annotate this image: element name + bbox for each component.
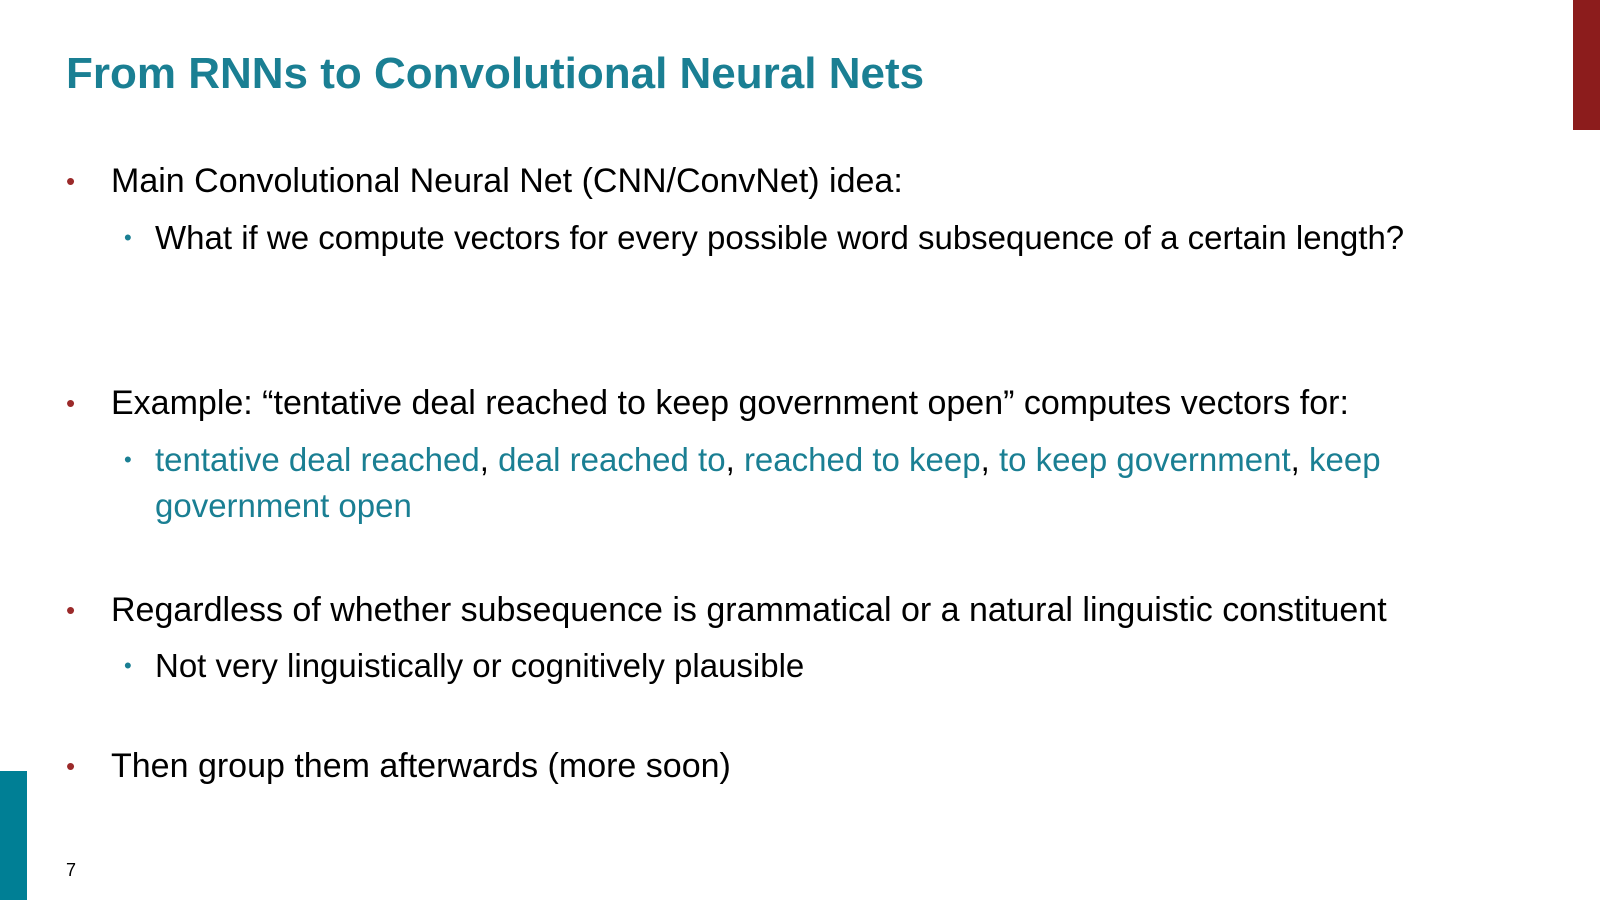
bullet-3-text: Regardless of whether subsequence is grammatical or a natural linguistic constituent bbox=[111, 591, 1387, 629]
sub-bullet-dot-icon: • bbox=[124, 225, 132, 250]
ngram-phrase: to keep government bbox=[998, 441, 1291, 478]
separator: , bbox=[980, 441, 999, 478]
bullet-1-text: Main Convolutional Neural Net (CNN/ConvNet) idea: bbox=[111, 162, 903, 200]
sub-bullet-3-text: Not very linguistically or cognitively plausible bbox=[155, 647, 805, 684]
separator: , bbox=[725, 441, 744, 478]
ngram-phrase: keep government open bbox=[155, 441, 1381, 524]
slide-title: From RNNs to Convolutional Neural Nets bbox=[66, 49, 925, 98]
bullet-dot-icon: • bbox=[66, 751, 76, 781]
separator: , bbox=[1290, 441, 1309, 478]
sub-bullet-dot-icon: • bbox=[124, 653, 132, 678]
separator: , bbox=[479, 441, 499, 478]
bullet-4-text: Then group them afterwards (more soon) bbox=[111, 747, 731, 785]
bullet-dot-icon: • bbox=[66, 166, 76, 196]
ngram-phrase: reached to keep bbox=[743, 441, 981, 478]
sub-bullet-dot-icon: • bbox=[124, 447, 132, 472]
ngram-phrase: deal reached to bbox=[498, 441, 726, 478]
bullet-dot-icon: • bbox=[66, 595, 76, 625]
page-number: 7 bbox=[66, 860, 77, 880]
bullet-2-text: Example: “tentative deal reached to keep government open” computes vectors for: bbox=[111, 384, 1349, 422]
bottom-accent-bar bbox=[0, 771, 27, 900]
top-accent-bar bbox=[1573, 0, 1600, 130]
sub-bullet-1-text: What if we compute vectors for every possible word subsequence of a certain length? bbox=[155, 219, 1405, 256]
sub-bullet-2-text bbox=[155, 437, 1455, 529]
bullet-dot-icon: • bbox=[66, 388, 76, 418]
ngram-phrase: tentative deal reached bbox=[155, 441, 480, 478]
